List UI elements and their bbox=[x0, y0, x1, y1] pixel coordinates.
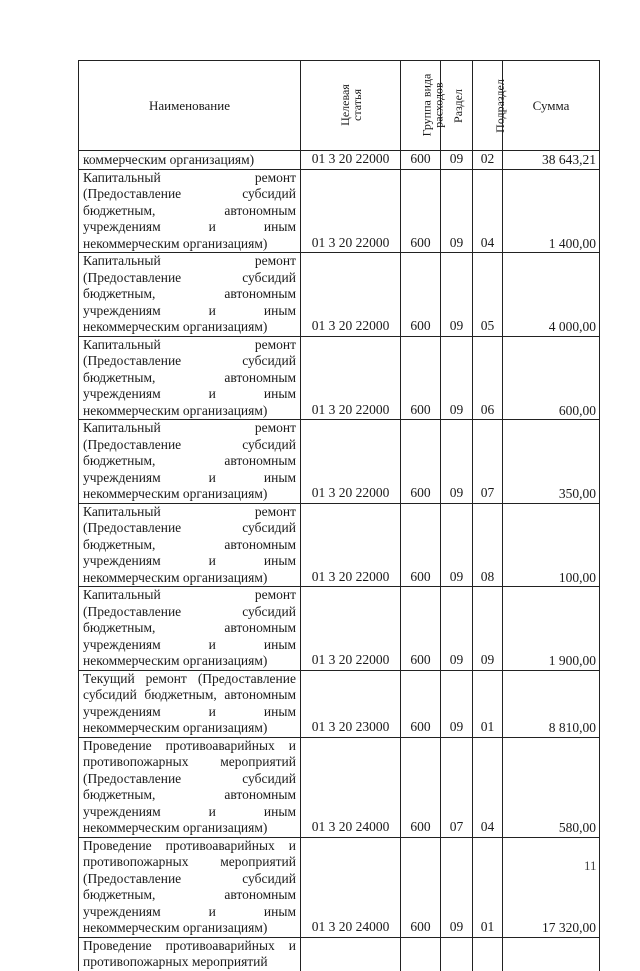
row-subsection: 08 bbox=[473, 503, 503, 587]
row-name: Проведение противоаварийных и противопожарных мероприятий (Предоставление субсидий бюджетным, автономным учреждениям и иным некоммерческим организациям) bbox=[79, 837, 301, 937]
row-name: Текущий ремонт (Предоставление субсидий бюджетным, автономным учреждениям и иным некоммерческим организациям) bbox=[79, 670, 301, 737]
row-expense-group: 600 bbox=[401, 837, 441, 937]
row-subsection: 04 bbox=[473, 169, 503, 253]
row-subsection: 05 bbox=[473, 253, 503, 337]
row-sum: 4 000,00 bbox=[503, 253, 600, 337]
row-subsection bbox=[473, 937, 503, 971]
header-subsection: Подраздел bbox=[473, 61, 503, 151]
row-target-article: 01 3 20 24000 bbox=[301, 837, 401, 937]
row-name: Капитальный ремонт (Предоставление субсидий бюджетным, автономным учреждениям и иным некоммерческим организациям) bbox=[79, 253, 301, 337]
row-subsection: 01 bbox=[473, 837, 503, 937]
row-target-article: 01 3 20 22000 bbox=[301, 151, 401, 170]
row-name: Капитальный ремонт (Предоставление субсидий бюджетным, автономным учреждениям и иным некоммерческим организациям) bbox=[79, 169, 301, 253]
row-sum: 17 320,00 bbox=[503, 837, 600, 937]
row-expense-group: 600 bbox=[401, 737, 441, 837]
row-expense-group bbox=[401, 937, 441, 971]
row-target-article: 01 3 20 22000 bbox=[301, 336, 401, 420]
row-target-article: 01 3 20 22000 bbox=[301, 503, 401, 587]
header-section: Раздел bbox=[441, 61, 473, 151]
row-section: 09 bbox=[441, 503, 473, 587]
row-subsection: 09 bbox=[473, 587, 503, 671]
header-expense-group: Группа вида расходов bbox=[401, 61, 441, 151]
row-section: 09 bbox=[441, 336, 473, 420]
row-name: Капитальный ремонт (Предоставление субсидий бюджетным, автономным учреждениям и иным некоммерческим организациям) bbox=[79, 587, 301, 671]
row-subsection: 07 bbox=[473, 420, 503, 504]
row-name: Капитальный ремонт (Предоставление субсидий бюджетным, автономным учреждениям и иным некоммерческим организациям) bbox=[79, 336, 301, 420]
table-row bbox=[79, 253, 600, 337]
row-section: 09 bbox=[441, 253, 473, 337]
table-row bbox=[79, 737, 600, 837]
row-expense-group: 600 bbox=[401, 336, 441, 420]
row-target-article: 01 3 20 24000 bbox=[301, 737, 401, 837]
row-target-article: 01 3 20 22000 bbox=[301, 420, 401, 504]
row-expense-group: 600 bbox=[401, 253, 441, 337]
row-expense-group: 600 bbox=[401, 169, 441, 253]
budget-table bbox=[78, 60, 600, 971]
header-name: Наименование bbox=[79, 61, 301, 151]
row-section: 09 bbox=[441, 420, 473, 504]
row-section: 09 bbox=[441, 151, 473, 170]
row-sum: 100,00 bbox=[503, 503, 600, 587]
budget-table-container bbox=[78, 60, 599, 971]
row-sum: 1 400,00 bbox=[503, 169, 600, 253]
row-target-article: 01 3 20 23000 bbox=[301, 670, 401, 737]
table-row bbox=[79, 336, 600, 420]
row-subsection: 01 bbox=[473, 670, 503, 737]
row-section: 07 bbox=[441, 737, 473, 837]
row-name: Проведение противоаварийных и противопожарных мероприятий bbox=[79, 937, 301, 971]
header-target-article: Целевая статья bbox=[301, 61, 401, 151]
table-row bbox=[79, 670, 600, 737]
row-name: Проведение противоаварийных и противопожарных мероприятий (Предоставление субсидий бюджетным, автономным учреждениям и иным некоммерческим организациям) bbox=[79, 737, 301, 837]
row-sum: 1 900,00 bbox=[503, 587, 600, 671]
row-target-article bbox=[301, 937, 401, 971]
row-target-article: 01 3 20 22000 bbox=[301, 253, 401, 337]
row-target-article: 01 3 20 22000 bbox=[301, 169, 401, 253]
row-section: 09 bbox=[441, 587, 473, 671]
row-sum: 8 810,00 bbox=[503, 670, 600, 737]
table-row bbox=[79, 420, 600, 504]
header-sum: Сумма bbox=[503, 61, 600, 151]
page-number: 11 bbox=[584, 858, 597, 873]
row-name: Капитальный ремонт (Предоставление субсидий бюджетным, автономным учреждениям и иным некоммерческим организациям) bbox=[79, 420, 301, 504]
row-sum: 600,00 bbox=[503, 336, 600, 420]
row-target-article: 01 3 20 22000 bbox=[301, 587, 401, 671]
row-expense-group: 600 bbox=[401, 151, 441, 170]
row-expense-group: 600 bbox=[401, 420, 441, 504]
row-name: коммерческим организациям) bbox=[79, 151, 301, 170]
row-sum: 350,00 bbox=[503, 420, 600, 504]
row-section: 09 bbox=[441, 169, 473, 253]
row-expense-group: 600 bbox=[401, 503, 441, 587]
table-row bbox=[79, 937, 600, 971]
row-section bbox=[441, 937, 473, 971]
row-subsection: 04 bbox=[473, 737, 503, 837]
row-sum: 38 643,21 bbox=[503, 151, 600, 170]
table-row bbox=[79, 151, 600, 170]
row-sum bbox=[503, 937, 600, 971]
row-expense-group: 600 bbox=[401, 587, 441, 671]
row-name: Капитальный ремонт (Предоставление субсидий бюджетным, автономным учреждениям и иным некоммерческим организациям) bbox=[79, 503, 301, 587]
row-subsection: 02 bbox=[473, 151, 503, 170]
row-section: 09 bbox=[441, 670, 473, 737]
row-expense-group: 600 bbox=[401, 670, 441, 737]
row-subsection: 06 bbox=[473, 336, 503, 420]
table-row bbox=[79, 587, 600, 671]
table-row bbox=[79, 169, 600, 253]
table-row bbox=[79, 837, 600, 937]
header-row bbox=[79, 61, 600, 151]
row-section: 09 bbox=[441, 837, 473, 937]
table-row bbox=[79, 503, 600, 587]
row-sum: 580,00 bbox=[503, 737, 600, 837]
